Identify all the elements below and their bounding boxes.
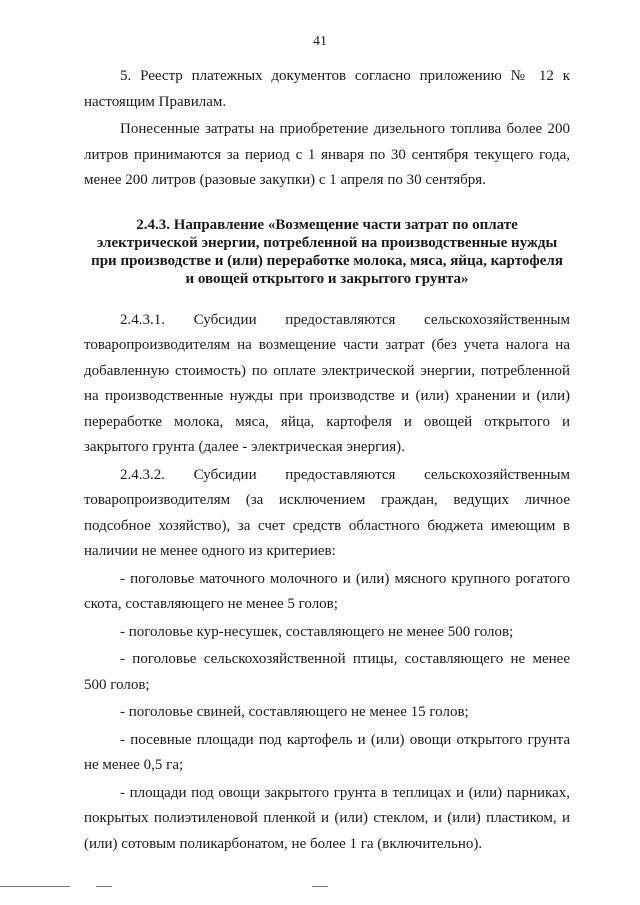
clause-2-4-3-1-first-line: 2.4.3.1. Субсидии предоставляются сельскохозяйственным bbox=[120, 311, 570, 328]
clause-2-4-3-1-body: товаропроизводителям на возмещение части затрат (без учета налога на добавленную стоимость) по оплате электрической энергии, потребленной на производственные нужды при производстве и (или) хранении и (или) переработке молока, мяса, яйца, картофеля и овощей открытого и закрытого грунта (далее - электрическая энергия). bbox=[84, 337, 570, 455]
document-body bbox=[84, 64, 570, 857]
criterion-open-ground: - посевные площади под картофель и (или) овощи открытого грунта не менее 0,5 га; bbox=[84, 731, 570, 773]
criterion-cattle: - поголовье маточного молочного и (или) мясного крупного рогатого скота, составляющего не менее 5 голов; bbox=[84, 570, 570, 612]
page-number: 41 bbox=[313, 34, 327, 49]
clause-2-4-3-2-first-line: 2.4.3.2. Субсидии предоставляются сельскохозяйственным bbox=[120, 466, 570, 483]
footer-rule-mid bbox=[96, 886, 112, 887]
footer-rule-right bbox=[312, 886, 328, 887]
paragraph-fuel-costs: Понесенные затраты на приобретение дизельного топлива более 200 литров принимаются за период с 1 января по 30 сентября текущего года, менее 200 литров (разовые закупки) с 1 апреля по 30 сентября. bbox=[84, 121, 570, 188]
footer-rule-left bbox=[0, 886, 70, 887]
paragraph-registry: 5. Реестр платежных документов согласно приложению № 12 к настоящим Правилам. bbox=[84, 68, 570, 110]
criterion-hens: - поголовье кур-несушек, составляющего не менее 500 голов; bbox=[120, 623, 514, 640]
criterion-poultry: - поголовье сельскохозяйственной птицы, составляющего не менее 500 голов; bbox=[84, 651, 570, 693]
criterion-pigs: - поголовье свиней, составляющего не менее 15 голов; bbox=[120, 704, 469, 720]
clause-2-4-3-2-body: товаропроизводителям (за исключением граждан, ведущих личное подсобное хозяйство), за счет средств областного бюджета имеющим в наличии не менее одного из критериев: bbox=[84, 492, 570, 559]
criterion-greenhouse: - площади под овощи закрытого грунта в теплицах и (или) парниках, покрытых полиэтиленовой пленкой и (или) стеклом, и (или) пластиком, и (или) сотовым поликарбонатом, не более 1 га (включительно). bbox=[84, 784, 570, 852]
section-heading: 2.4.3. Направление «Возмещение части затрат по оплате электрической энергии, потребленной на производственные нужды при производстве и (или) переработке молока, мяса, яйца, картофеля и овощей открытого и закрытого грунта» bbox=[91, 216, 563, 287]
